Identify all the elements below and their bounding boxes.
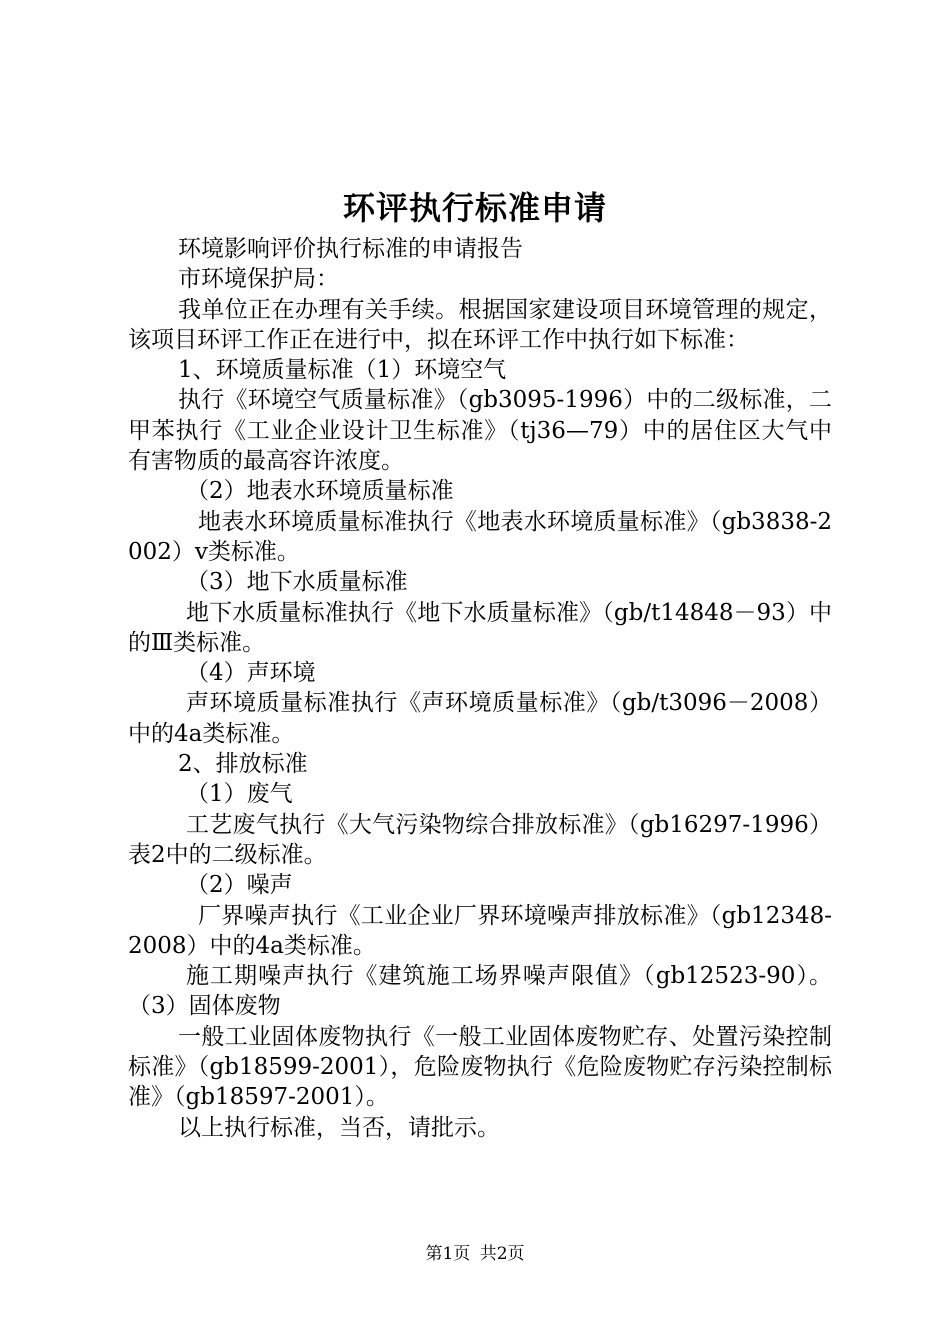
page-footer <box>0 1242 950 1266</box>
paragraph-groundwater: 地下水质量标准执行《地下水质量标准》（gb/t14848－93）中的Ⅲ类标准。 <box>128 599 832 656</box>
subheading-acoustic: （4）声环境 <box>186 660 316 687</box>
intro-paragraph: 我单位正在办理有关手续。根据国家建设项目环境管理的规定，该项目环评工作正在进行中，拟在环评工作中执行如下标准： <box>128 296 832 353</box>
paragraph-acoustic: 声环境质量标准执行《声环境质量标准》（gb/t3096－2008）中的4a类标准。 <box>128 690 832 747</box>
subheading-noise: （2）噪声 <box>186 872 293 899</box>
paragraph-surface-water: 地表水环境质量标准执行《地表水环境质量标准》（gb3838-2002）v类标准。 <box>128 508 832 565</box>
paragraph-exhaust: 工艺废气执行《大气污染物综合排放标准》（gb16297-1996）表2中的二级标准。 <box>128 811 832 868</box>
paragraph-air-standard: 执行《环境空气质量标准》（gb3095-1996）中的二级标准，二甲苯执行《工业企业设计卫生标准》（tj36—79）中的居住区大气中有害物质的最高容许浓度。 <box>128 387 832 475</box>
addressee: 市环境保护局： <box>178 266 339 293</box>
report-heading: 环境影响评价执行标准的申请报告 <box>178 236 523 262</box>
paragraph-construction-noise: 施工期噪声执行《建筑施工场界噪声限值》（gb12523-90）。（3）固体废物 <box>128 963 832 1020</box>
closing-line: 以上执行标准，当否，请批示。 <box>178 1114 500 1141</box>
paragraph-solid-waste: 一般工业固体废物执行《一般工业固体废物贮存、处置污染控制标准》（gb18599-2001），危险废物执行《危险废物贮存污染控制标准》（gb18597-2001）。 <box>128 1023 832 1111</box>
paragraph-boundary-noise: 厂界噪声执行《工业企业厂界环境噪声排放标准》（gb12348-2008）中的4a类标准。 <box>128 902 832 959</box>
section-heading-quality: 1、环境质量标准（1）环境空气 <box>178 357 507 384</box>
section-heading-emission: 2、排放标准 <box>178 751 308 778</box>
subheading-surface-water: （2）地表水环境质量标准 <box>186 478 454 505</box>
document-title: 环评执行标准申请 <box>342 189 607 227</box>
document-body <box>128 234 832 1143</box>
page-total: 共2页 <box>479 1244 525 1264</box>
subheading-exhaust: （1）废气 <box>186 781 293 808</box>
subheading-groundwater: （3）地下水质量标准 <box>186 569 408 596</box>
page-number: 第1页 <box>425 1244 471 1264</box>
